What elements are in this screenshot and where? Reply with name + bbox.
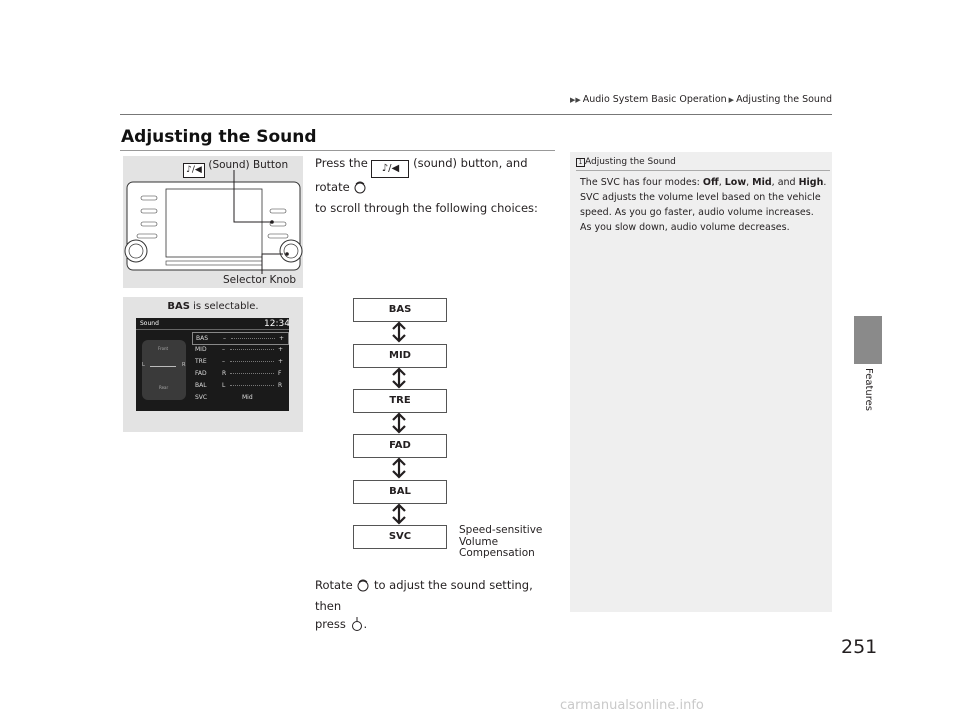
double-arrow-icon bbox=[389, 367, 409, 391]
breadcrumb-part1[interactable]: Audio System Basic Operation bbox=[582, 94, 727, 105]
sound-button-icon: ♪/◀ bbox=[183, 163, 205, 178]
title-rule bbox=[120, 150, 555, 151]
screen-caption: BAS is selectable. bbox=[167, 301, 259, 312]
intro-text: Press the ♪/◀ (sound) button, and rotate to scroll through the following choices: bbox=[315, 156, 538, 215]
screen-row: MID – + bbox=[195, 346, 284, 353]
sound-button-label: (Sound) Button bbox=[208, 159, 289, 171]
section-tab-label: Features bbox=[863, 368, 874, 411]
screen-row: BAL L R bbox=[195, 382, 283, 389]
breadcrumb bbox=[0, 94, 832, 105]
header-rule bbox=[120, 114, 832, 115]
screen-row: FAD R F bbox=[195, 370, 282, 377]
sound-screen bbox=[136, 318, 289, 411]
screen-row: TRE – + bbox=[195, 358, 284, 365]
screen-row: SVC Mid bbox=[195, 394, 253, 401]
selector-knob-icon bbox=[353, 180, 367, 199]
selector-knob-label: Selector Knob bbox=[223, 274, 297, 286]
double-arrow-icon bbox=[389, 412, 409, 436]
seat-diagram: Front Rear L R bbox=[142, 340, 186, 400]
flow-box-svc: SVC bbox=[353, 525, 447, 549]
flow-box-bal: BAL bbox=[353, 480, 447, 504]
flow-box-fad: FAD bbox=[353, 434, 447, 458]
double-arrow-icon bbox=[389, 503, 409, 527]
head-unit-figure bbox=[123, 156, 303, 288]
flow-box-tre: TRE bbox=[353, 389, 447, 413]
screen-time: 12:34 bbox=[264, 319, 290, 329]
sound-button-callout bbox=[183, 159, 288, 178]
watermark: carmanualsonline.info bbox=[560, 698, 704, 713]
rotate-text: Rotate to adjust the sound setting, then press . bbox=[315, 576, 560, 636]
flow-box-bas: BAS bbox=[353, 298, 447, 322]
selector-knob-icon bbox=[356, 578, 370, 597]
screen-row: BAS – + bbox=[192, 332, 289, 345]
page-number: 251 bbox=[841, 636, 878, 658]
chevron-right-icon: ▶ bbox=[728, 96, 735, 104]
press-knob-icon bbox=[350, 617, 364, 636]
note-icon: 1 bbox=[576, 158, 585, 167]
double-arrow-icon bbox=[389, 457, 409, 481]
sound-button-icon: ♪/◀ bbox=[371, 160, 409, 178]
screen-title: Sound bbox=[140, 320, 159, 327]
breadcrumb-part2[interactable]: Adjusting the Sound bbox=[736, 94, 832, 105]
page-title: Adjusting the Sound bbox=[121, 127, 317, 147]
section-tab-marker bbox=[854, 316, 882, 364]
flow-box-mid: MID bbox=[353, 344, 447, 368]
note-heading: 1 Adjusting the Sound bbox=[576, 157, 676, 167]
double-arrow-icon bbox=[389, 321, 409, 345]
note-body: The SVC has four modes: Off, Low, Mid, and High. SVC adjusts the volume level based on the vehicle speed. As you go faster, audio volume increases. As you slow down, audio volume decreases. bbox=[580, 177, 827, 233]
chevron-right-icon: ▶▶ bbox=[569, 96, 581, 104]
svc-description: Speed-sensitive Volume Compensation bbox=[459, 524, 543, 559]
